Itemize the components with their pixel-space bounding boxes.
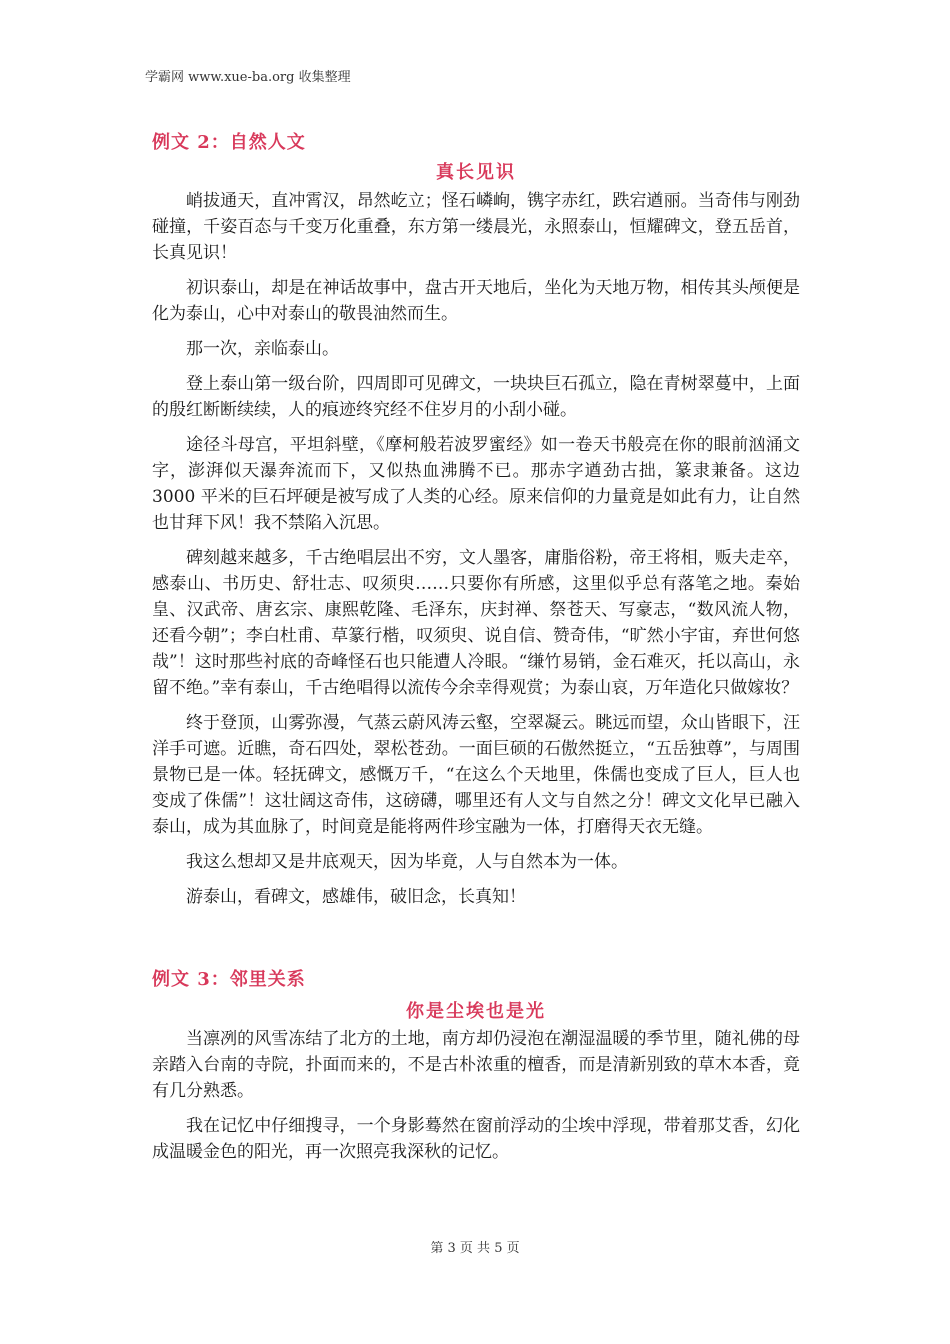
paragraph: 初识泰山，却是在神话故事中，盘古开天地后，坐化为天地万物，相传其头颅便是化为泰山，心中对泰山的敬畏油然而生。 bbox=[152, 278, 800, 324]
paragraph: 当凛冽的风雪冻结了北方的土地，南方却仍浸泡在潮湿温暖的季节里，随礼佛的母亲踏入台南的寺院，扑面而来的，不是古朴浓重的檀香，而是清新别致的草木本香，竟有几分熟悉。 bbox=[152, 1029, 800, 1101]
paragraph: 我这么想却又是井底观天，因为毕竟，人与自然本为一体。 bbox=[186, 852, 628, 872]
paragraph: 游泰山，看碑文，感雄伟，破旧念，长真知！ bbox=[186, 887, 526, 907]
essay-body-3 bbox=[152, 1026, 800, 1174]
paragraph: 终于登顶，山雾弥漫，气蒸云蔚风涛云壑，空翠凝云。眺远而望，众山皆眼下，汪洋手可遮。近瞧，奇石四处，翠松苍劲。一面巨硕的石傲然挺立，“五岳独尊”，与周围景物已是一体。轻抚碑文，感慨万千，“在这么个天地里，侏儒也变成了巨人，巨人也变成了侏儒”！这壮阔这奇伟，这磅礴，哪里还有人文与自然之分！碑文文化早已融入泰山，成为其血脉了，时间竟是能将两件珍宝融为一体，打磨得天衣无缝。 bbox=[152, 713, 800, 837]
paragraph: 那一次，亲临泰山。 bbox=[186, 339, 339, 359]
paragraph: 我在记忆中仔细搜寻，一个身影蓦然在窗前浮动的尘埃中浮现，带着那艾香，幻化成温暖金色的阳光，再一次照亮我深秋的记忆。 bbox=[152, 1116, 800, 1162]
page-number: 第 3 页 共 5 页 bbox=[430, 1241, 520, 1256]
section-label-2: 例文 2：自然人文 bbox=[152, 132, 306, 153]
paragraph: 峭拔通天，直冲霄汉，昂然屹立；怪石嶙峋，镌字赤红，跌宕遒丽。当奇伟与刚劲碰撞，千姿百态与千变万化重叠，东方第一缕晨光，永照泰山，恒耀碑文，登五岳首，长真见识！ bbox=[152, 191, 800, 263]
paragraph: 碑刻越来越多，千古绝唱层出不穷，文人墨客，庸脂俗粉，帝王将相，贩夫走卒，感泰山、书历史、舒壮志、叹须臾……只要你有所感，这里似乎总有落笔之地。秦始皇、汉武帝、唐玄宗、康熙乾隆、毛泽东，庆封禅、祭苍天、写豪志，“数风流人物，还看今朝”；李白杜甫、草篆行楷，叹须臾、说自信、赞奇伟，“旷然小宇宙，弃世何悠哉”！这时那些衬底的奇峰怪石也只能遭人冷眼。“缣竹易销，金石难灭，托以高山，永留不绝。”幸有泰山，千古绝唱得以流传今余幸得观赏；为泰山哀，万年造化只做嫁妆？ bbox=[152, 548, 800, 698]
section-label-3: 例文 3：邻里关系 bbox=[152, 969, 306, 990]
paragraph: 途径斗母宫，平坦斜壁，《摩柯般若波罗蜜经》如一卷天书般亮在你的眼前汹涌文字，澎湃似天瀑奔流而下，又似热血沸腾不已。那赤字遒劲古拙，篆隶兼备。这边 3000 平米的巨石坪硬是被写成了人类的心经。原来信仰的力量竟是如此有力，让自然也甘拜下风！我不禁陷入沉思。 bbox=[152, 435, 800, 533]
source-header: 学霸网 www.xue-ba.org 收集整理 bbox=[145, 70, 351, 85]
essay-title-3: 你是尘埃也是光 bbox=[406, 1001, 546, 1022]
paragraph: 登上泰山第一级台阶，四周即可见碑文，一块块巨石孤立，隐在青树翠蔓中，上面的殷红断断续续，人的痕迹终究经不住岁月的小刮小碰。 bbox=[152, 374, 800, 420]
essay-body-2 bbox=[152, 188, 800, 919]
essay-title-2: 真长见识 bbox=[436, 162, 516, 183]
